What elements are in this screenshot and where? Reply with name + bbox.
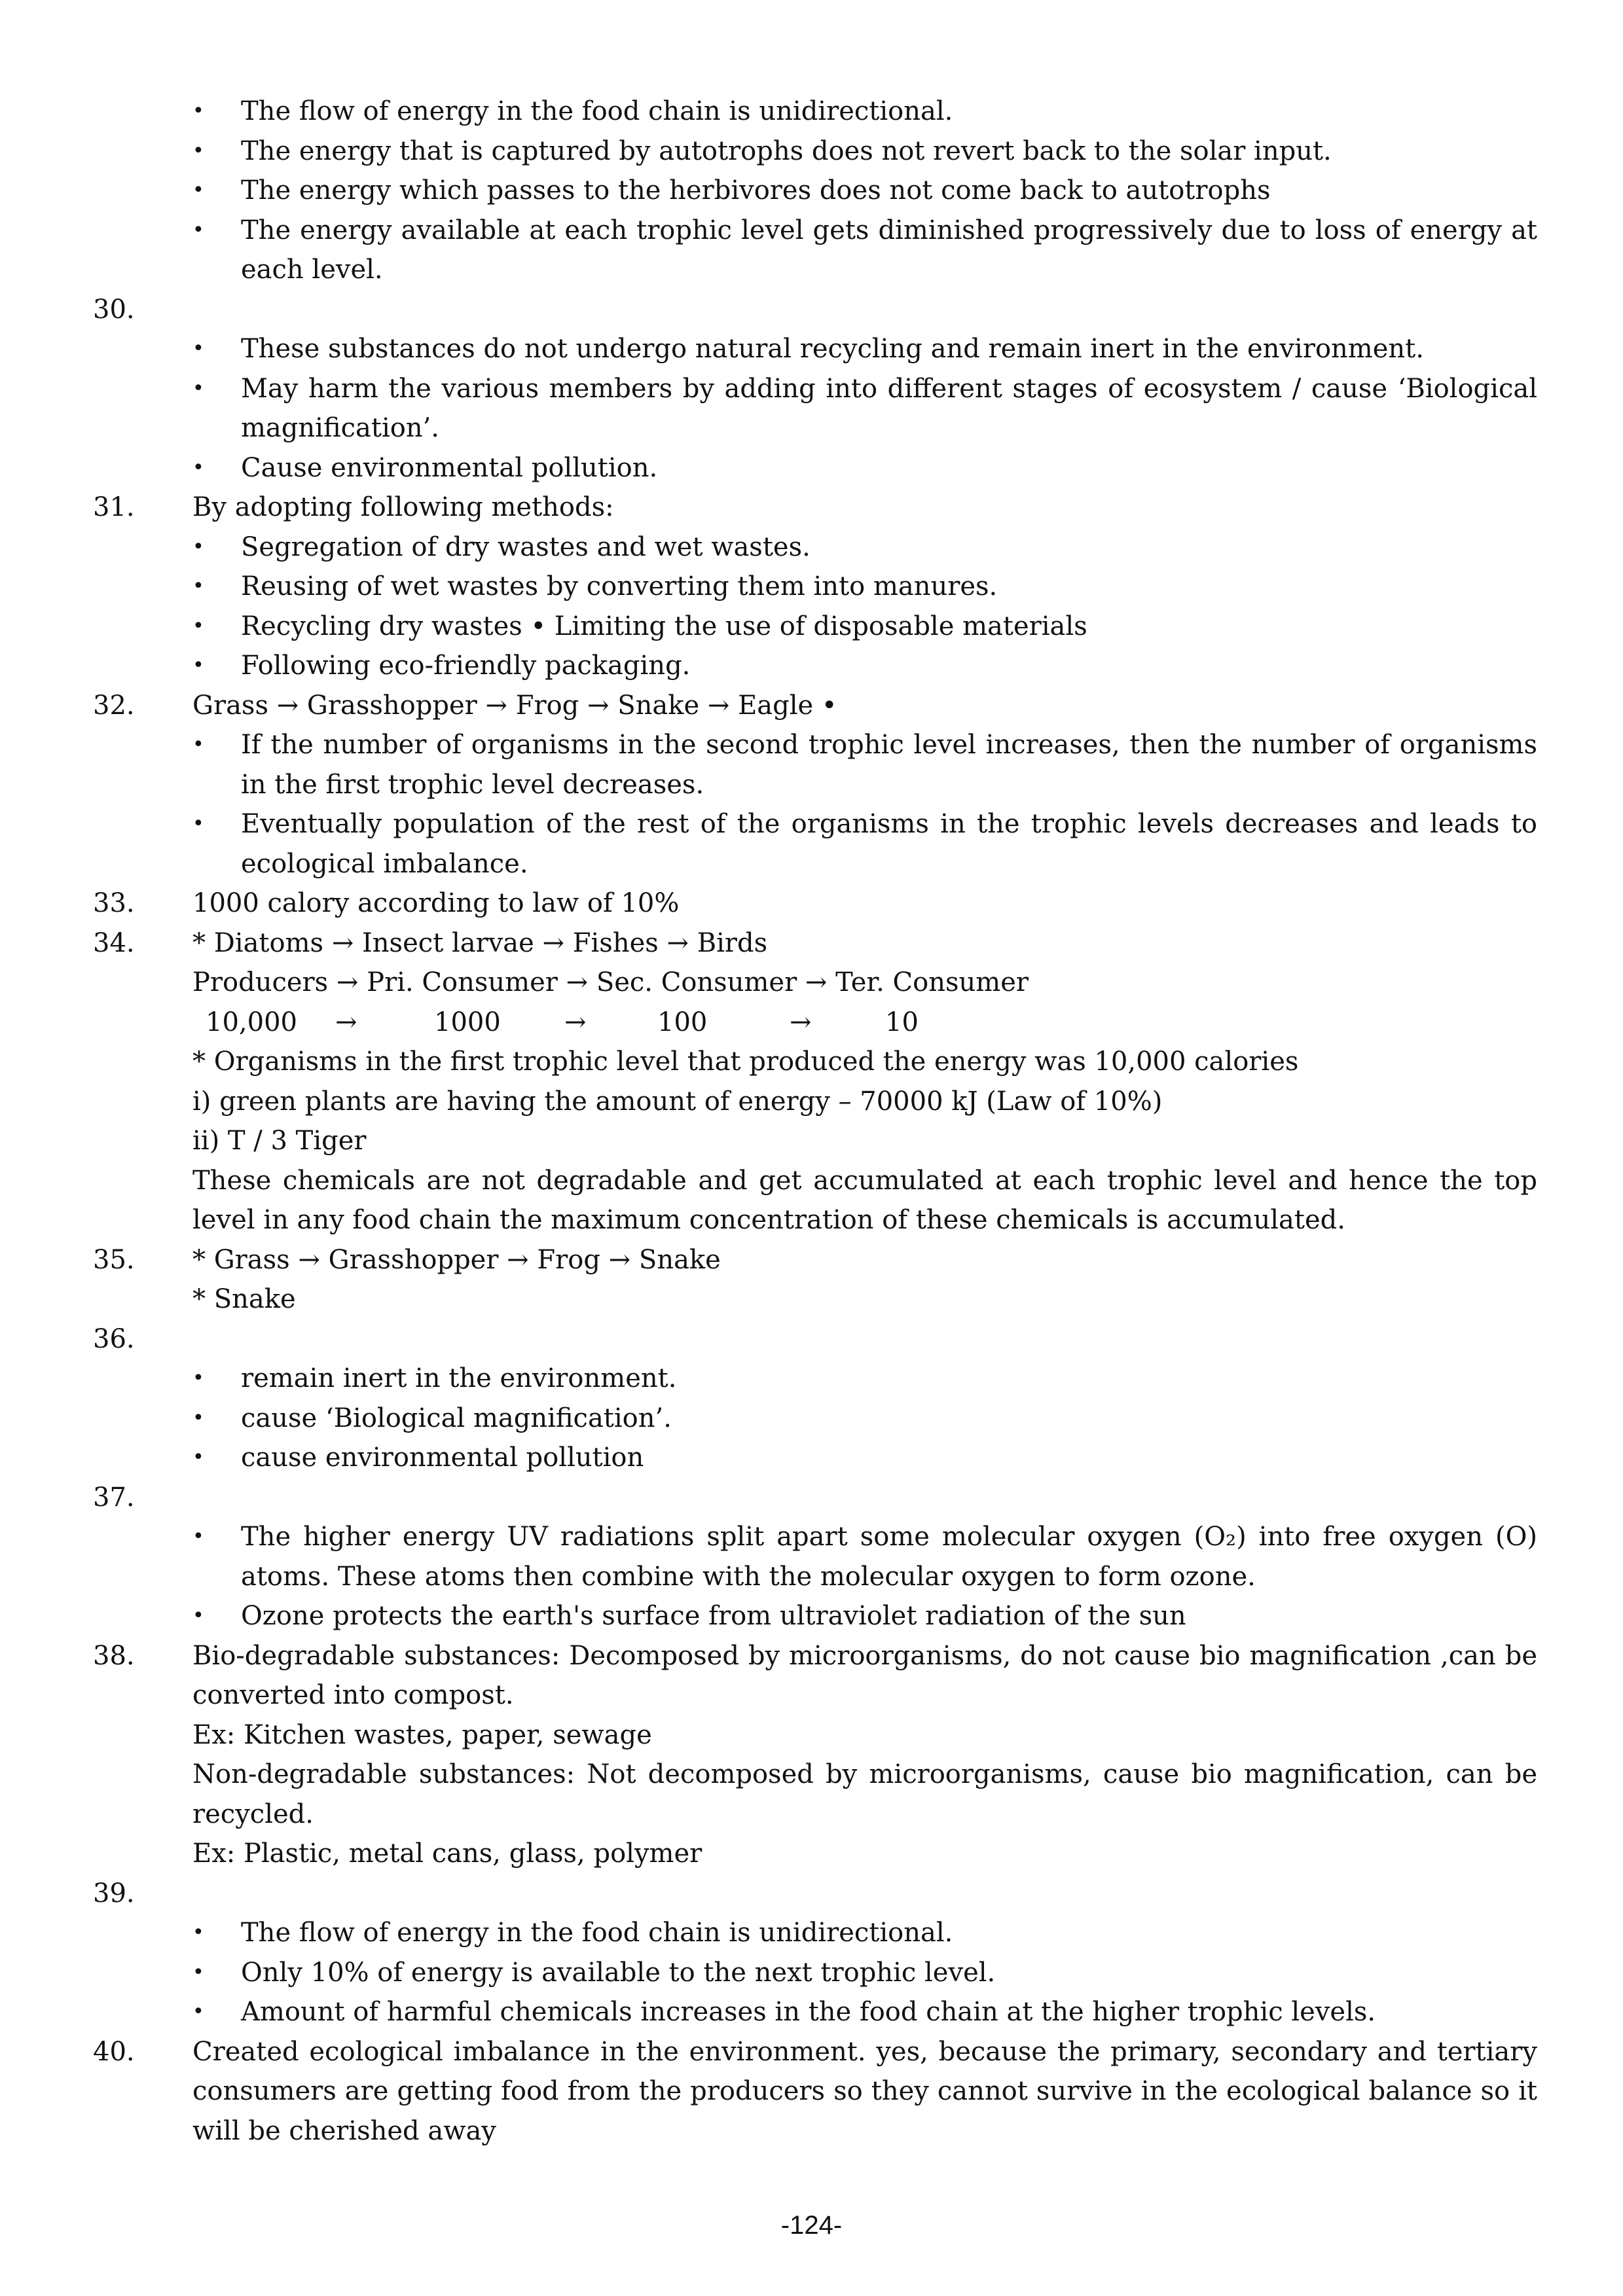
bullet-item: • These substances do not undergo natural recycling and remain inert in the environment. — [0, 329, 1623, 369]
bullet-icon: • — [192, 654, 204, 677]
answer-content — [0, 92, 1623, 2151]
question-38 — [0, 1636, 1623, 1715]
answer-text: * Organisms in the first trophic level that produced the energy was 10,000 calories — [192, 1047, 1299, 1077]
bullet-icon: • — [192, 2000, 204, 2023]
answer-paragraph: Created ecological imbalance in the environment. yes, because the primary, secondary and tertiary consumers are getting food from the producers so they cannot survive in the ecological balance so it will be cherished away — [192, 2036, 1537, 2146]
bullet-item: • Reusing of wet wastes by converting them into manures. — [0, 567, 1623, 607]
food-chain: * Grass → Grasshopper → Frog → Snake — [192, 1244, 721, 1275]
bullet-icon: • — [192, 456, 204, 479]
bullet-icon: • — [192, 99, 204, 122]
food-chain: * Diatoms → Insect larvae → Fishes → Birds — [192, 927, 768, 958]
bullet-item: • cause ‘Biological magnification’. — [0, 1399, 1623, 1439]
bullet-item: • Ozone protects the earth's surface from ultraviolet radiation of the sun — [0, 1596, 1623, 1636]
bullet-item: • If the number of organisms in the second trophic level increases, then the number of organisms in the first trophic level decreases. — [0, 725, 1623, 804]
bullet-item: • Following eco-friendly packaging. — [0, 646, 1623, 686]
question-number: 39. — [93, 1878, 135, 1909]
question-number: 30. — [93, 294, 135, 325]
bullet-item: • The energy available at each trophic level gets diminished progressively due to loss of energy at each level. — [0, 211, 1623, 290]
food-chain: Grass → Grasshopper → Frog → Snake → Eagle • — [192, 690, 837, 721]
bullet-icon: • — [192, 179, 204, 202]
question-number: 35. — [93, 1244, 135, 1275]
answer-text: By adopting following methods: — [192, 492, 614, 522]
energy-value: 1000 — [434, 1007, 501, 1037]
consumer-chain: Producers → Pri. Consumer → Sec. Consumer → Ter. Consumer — [192, 967, 1029, 997]
question-39 — [0, 1874, 1623, 1914]
bullet-icon: • — [192, 733, 204, 756]
page-number: -124- — [780, 2211, 843, 2240]
bullet-item: • The energy which passes to the herbivores does not come back to autotrophs — [0, 171, 1623, 211]
answer-text: * Snake — [192, 1284, 296, 1314]
energy-value: 10,000 — [206, 1007, 297, 1037]
answer-text: Ex: Kitchen wastes, paper, sewage — [192, 1719, 652, 1750]
question-number: 40. — [93, 2036, 135, 2067]
arrow-icon: → — [335, 1007, 357, 1037]
question-number: 34. — [93, 927, 135, 958]
bullet-icon: • — [192, 1921, 204, 1944]
bullet-icon: • — [192, 1604, 204, 1627]
bullet-icon: • — [192, 812, 204, 835]
question-35 — [0, 1240, 1623, 1280]
bullet-item: • cause environmental pollution — [0, 1438, 1623, 1478]
question-number: 37. — [93, 1482, 135, 1513]
answer-text: Ex: Plastic, metal cans, glass, polymer — [192, 1839, 702, 1869]
answer-paragraph: Bio-degradable substances: Decomposed by microorganisms, do not cause bio magnification ,can be converted into compost. — [192, 1640, 1537, 1710]
bullet-item: • The higher energy UV radiations split apart some molecular oxygen (O₂) into free oxygen (O) atoms. These atoms then combine with the molecular oxygen to form ozone. — [0, 1517, 1623, 1596]
question-number: 36. — [93, 1323, 135, 1354]
question-30 — [0, 290, 1623, 330]
bullet-item: • Amount of harmful chemicals increases in the food chain at the higher trophic levels. — [0, 1992, 1623, 2032]
question-34 — [0, 924, 1623, 963]
bullet-icon: • — [192, 575, 204, 598]
question-40 — [0, 2032, 1623, 2151]
bullet-icon: • — [192, 376, 204, 400]
answer-text: i) green plants are having the amount of energy – 70000 kJ (Law of 10%) — [192, 1086, 1163, 1117]
question-number: 31. — [93, 492, 135, 522]
question-number: 32. — [93, 690, 135, 721]
question-37 — [0, 1478, 1623, 1518]
bullet-item: • Only 10% of energy is available to the next trophic level. — [0, 1953, 1623, 1993]
arrow-icon: → — [790, 1007, 812, 1037]
bullet-icon: • — [192, 1406, 204, 1429]
bullet-icon: • — [192, 614, 204, 637]
bullet-icon: • — [192, 139, 204, 162]
bullet-icon: • — [192, 218, 204, 242]
bullet-icon: • — [192, 535, 204, 558]
energy-values-row — [0, 1003, 1623, 1043]
question-36 — [0, 1319, 1623, 1359]
arrow-icon: → — [564, 1007, 587, 1037]
bullet-item: • Cause environmental pollution. — [0, 448, 1623, 488]
bullet-icon: • — [192, 1367, 204, 1390]
bullet-item: • remain inert in the environment. — [0, 1359, 1623, 1399]
bullet-icon: • — [192, 1525, 204, 1548]
bullet-item: • The flow of energy in the food chain is unidirectional. — [0, 1913, 1623, 1953]
question-33 — [0, 884, 1623, 924]
energy-value: 10 — [885, 1007, 919, 1037]
answer-paragraph: These chemicals are not degradable and get accumulated at each trophic level and hence the top level in any food chain the maximum concentration of these chemicals is accumulated. — [192, 1165, 1537, 1235]
bullet-item: • May harm the various members by adding into different stages of ecosystem / cause ‘Biological magnification’. — [0, 369, 1623, 448]
bullet-icon: • — [192, 337, 204, 360]
question-31 — [0, 488, 1623, 528]
question-number: 38. — [93, 1640, 135, 1671]
bullet-item: • The energy that is captured by autotrophs does not revert back to the solar input. — [0, 132, 1623, 171]
bullet-icon: • — [192, 1960, 204, 1984]
answer-paragraph: Non-degradable substances: Not decomposed by microorganisms, cause bio magnification, can be recycled. — [192, 1759, 1537, 1829]
energy-value: 100 — [657, 1007, 708, 1037]
question-32 — [0, 686, 1623, 726]
answer-text: 1000 calory according to law of 10% — [192, 888, 680, 918]
bullet-item: • The flow of energy in the food chain is unidirectional. — [0, 92, 1623, 132]
bullet-item: • Recycling dry wastes • Limiting the use of disposable materials — [0, 607, 1623, 647]
bullet-icon: • — [192, 1446, 204, 1469]
answer-text: ii) T / 3 Tiger — [192, 1126, 367, 1156]
bullet-item: • Eventually population of the rest of the organisms in the trophic levels decreases and leads to ecological imbalance. — [0, 804, 1623, 884]
bullet-item: • Segregation of dry wastes and wet wastes. — [0, 528, 1623, 567]
question-number: 33. — [93, 888, 135, 918]
